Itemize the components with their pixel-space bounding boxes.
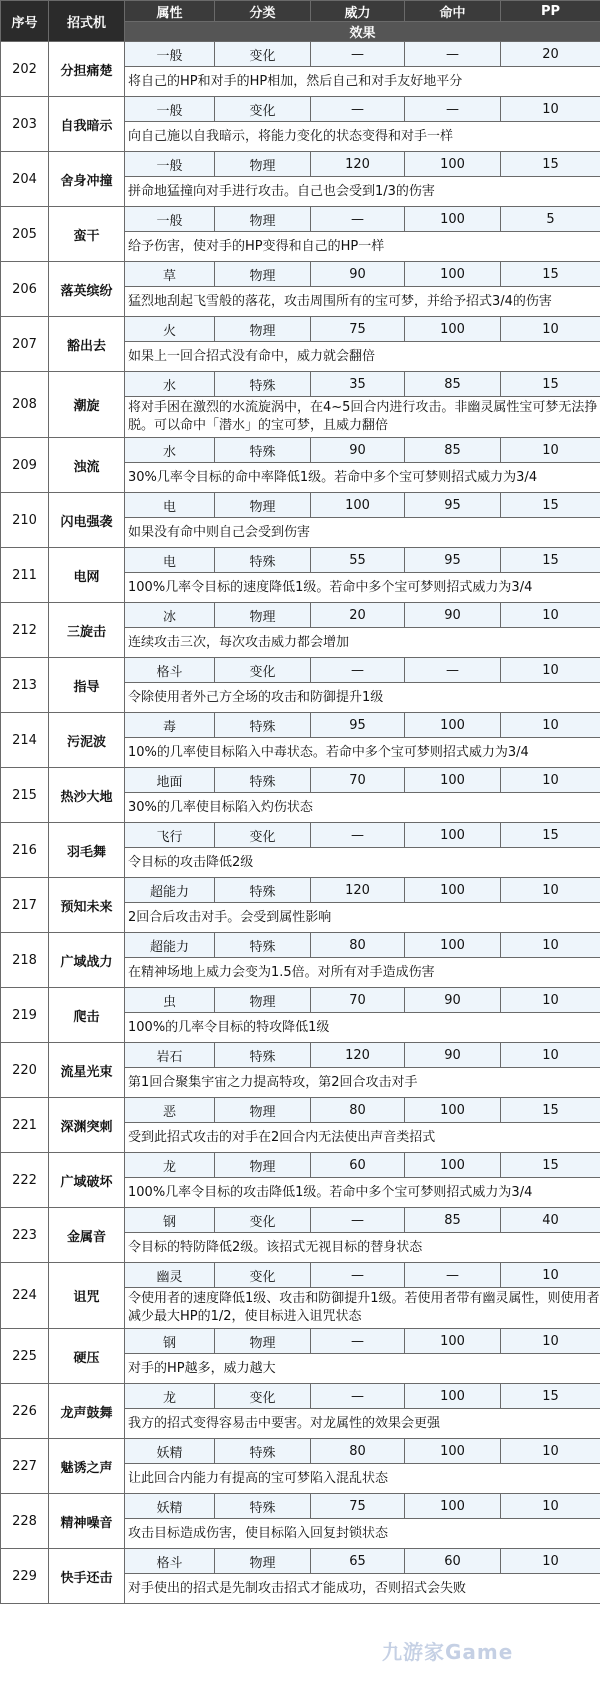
move-id: 215: [1, 768, 49, 823]
move-accuracy: —: [405, 97, 501, 122]
move-effect: 100%几率令目标的攻击降低1级。若命中多个宝可梦则招式威力为3/4: [125, 1178, 600, 1208]
move-id: 213: [1, 658, 49, 713]
move-type: 一般: [125, 42, 215, 67]
move-id: 224: [1, 1263, 49, 1329]
move-effect: 给予伤害，使对手的HP变得和自己的HP一样: [125, 232, 600, 262]
move-accuracy: 90: [405, 603, 501, 628]
move-id: 217: [1, 878, 49, 933]
move-effect: 对手的HP越多，威力越大: [125, 1354, 600, 1384]
move-effect: 攻击目标造成伤害，使目标陷入回复封锁状态: [125, 1519, 600, 1549]
move-type: 火: [125, 317, 215, 342]
table-row: [1, 1043, 600, 1068]
move-accuracy: 85: [405, 1208, 501, 1233]
move-accuracy: 85: [405, 438, 501, 463]
move-id: 228: [1, 1494, 49, 1549]
move-type: 恶: [125, 1098, 215, 1123]
move-name: 指导: [49, 658, 125, 713]
move-type: 冰: [125, 603, 215, 628]
move-power: 80: [311, 1439, 405, 1464]
move-name: 广域战力: [49, 933, 125, 988]
move-name: 预知未来: [49, 878, 125, 933]
move-name: 闪电强袭: [49, 493, 125, 548]
table-row: [1, 933, 600, 958]
move-name: 电网: [49, 548, 125, 603]
move-pp: 10: [501, 1439, 600, 1464]
move-category: 物理: [215, 152, 311, 177]
move-type: 一般: [125, 207, 215, 232]
move-category: 变化: [215, 658, 311, 683]
move-type: 水: [125, 372, 215, 397]
move-power: —: [311, 1208, 405, 1233]
table-row: [1, 658, 600, 683]
table-row: [1, 1439, 600, 1464]
move-effect: 对手使出的招式是先制攻击招式才能成功，否则招式会失败: [125, 1574, 600, 1604]
move-pp: 10: [501, 1329, 600, 1354]
move-effect: 如果上一回合招式没有命中，威力就会翻倍: [125, 342, 600, 372]
move-name: 快手还击: [49, 1549, 125, 1604]
move-power: 60: [311, 1153, 405, 1178]
move-id: 205: [1, 207, 49, 262]
move-id: 210: [1, 493, 49, 548]
move-power: 75: [311, 317, 405, 342]
table-row: [1, 988, 600, 1013]
move-effect: 2回合后攻击对手。会受到属性影响: [125, 903, 600, 933]
move-category: 物理: [215, 207, 311, 232]
move-name: 污泥波: [49, 713, 125, 768]
move-id: 225: [1, 1329, 49, 1384]
move-power: 90: [311, 262, 405, 287]
move-type: 地面: [125, 768, 215, 793]
move-category: 特殊: [215, 878, 311, 903]
move-id: 222: [1, 1153, 49, 1208]
move-accuracy: —: [405, 658, 501, 683]
move-name: 三旋击: [49, 603, 125, 658]
move-type: 龙: [125, 1153, 215, 1178]
move-effect: 令目标的特防降低2级。该招式无视目标的替身状态: [125, 1233, 600, 1263]
move-power: —: [311, 658, 405, 683]
move-category: 特殊: [215, 713, 311, 738]
table-row: [1, 1208, 600, 1233]
table-row: [1, 97, 600, 122]
move-power: 35: [311, 372, 405, 397]
move-accuracy: 95: [405, 548, 501, 573]
move-id: 223: [1, 1208, 49, 1263]
move-accuracy: 100: [405, 317, 501, 342]
move-type: 超能力: [125, 933, 215, 958]
move-name: 广域破坏: [49, 1153, 125, 1208]
move-id: 212: [1, 603, 49, 658]
move-id: 204: [1, 152, 49, 207]
move-accuracy: 100: [405, 878, 501, 903]
move-name: 分担痛楚: [49, 42, 125, 97]
move-id: 214: [1, 713, 49, 768]
move-pp: 10: [501, 1263, 600, 1288]
move-pp: 15: [501, 548, 600, 573]
move-accuracy: 100: [405, 1329, 501, 1354]
header-effect: 效果: [125, 22, 600, 42]
move-name: 舍身冲撞: [49, 152, 125, 207]
move-accuracy: 100: [405, 207, 501, 232]
move-pp: 5: [501, 207, 600, 232]
move-accuracy: 90: [405, 988, 501, 1013]
move-effect: 受到此招式攻击的对手在2回合内无法使出声音类招式: [125, 1123, 600, 1153]
move-accuracy: 100: [405, 1098, 501, 1123]
move-type: 钢: [125, 1329, 215, 1354]
move-name: 硬压: [49, 1329, 125, 1384]
move-type: 毒: [125, 713, 215, 738]
move-effect: 让此回合内能力有提高的宝可梦陷入混乱状态: [125, 1464, 600, 1494]
move-power: 70: [311, 768, 405, 793]
move-id: 203: [1, 97, 49, 152]
move-type: 妖精: [125, 1439, 215, 1464]
table-row: [1, 372, 600, 397]
move-name: 龙声鼓舞: [49, 1384, 125, 1439]
table-row: [1, 1098, 600, 1123]
move-category: 物理: [215, 988, 311, 1013]
move-pp: 15: [501, 1384, 600, 1409]
move-accuracy: 100: [405, 152, 501, 177]
move-power: —: [311, 97, 405, 122]
move-pp: 15: [501, 372, 600, 397]
move-pp: 20: [501, 42, 600, 67]
move-name: 爬击: [49, 988, 125, 1043]
move-power: —: [311, 823, 405, 848]
move-effect: 猛烈地刮起飞雪般的落花，攻击周围所有的宝可梦，并给予招式3/4的伤害: [125, 287, 600, 317]
table-row: [1, 548, 600, 573]
header-id: 序号: [1, 1, 49, 42]
move-pp: 15: [501, 152, 600, 177]
move-pp: 15: [501, 262, 600, 287]
move-category: 变化: [215, 1208, 311, 1233]
move-effect: 第1回合聚集宇宙之力提高特攻，第2回合攻击对手: [125, 1068, 600, 1098]
move-effect: 30%的几率使目标陷入灼伤状态: [125, 793, 600, 823]
move-name: 自我暗示: [49, 97, 125, 152]
move-id: 216: [1, 823, 49, 878]
move-type: 超能力: [125, 878, 215, 903]
move-effect: 将自己的HP和对手的HP相加，然后自己和对手友好地平分: [125, 67, 600, 97]
move-pp: 10: [501, 713, 600, 738]
move-accuracy: 100: [405, 713, 501, 738]
move-power: —: [311, 1329, 405, 1354]
table-row: [1, 1329, 600, 1354]
table-row: [1, 768, 600, 793]
move-name: 羽毛舞: [49, 823, 125, 878]
move-accuracy: 100: [405, 1384, 501, 1409]
move-power: 120: [311, 152, 405, 177]
move-id: 226: [1, 1384, 49, 1439]
move-pp: 40: [501, 1208, 600, 1233]
move-power: 80: [311, 1098, 405, 1123]
move-id: 206: [1, 262, 49, 317]
move-power: 95: [311, 713, 405, 738]
move-name: 金属音: [49, 1208, 125, 1263]
move-effect: 我方的招式变得容易击中要害。对龙属性的效果会更强: [125, 1409, 600, 1439]
header-type: 属性: [125, 1, 215, 22]
header-category: 分类: [215, 1, 311, 22]
move-name: 浊流: [49, 438, 125, 493]
move-category: 变化: [215, 1384, 311, 1409]
move-type: 虫: [125, 988, 215, 1013]
move-type: 一般: [125, 152, 215, 177]
move-accuracy: —: [405, 1263, 501, 1288]
move-name: 魅诱之声: [49, 1439, 125, 1494]
move-category: 特殊: [215, 768, 311, 793]
move-power: 20: [311, 603, 405, 628]
move-effect: 将对手困在激烈的水流旋涡中，在4~5回合内进行攻击。非幽灵属性宝可梦无法挣脱。可以命中「潜水」的宝可梦，且威力翻倍: [125, 397, 600, 438]
move-name: 精神噪音: [49, 1494, 125, 1549]
move-pp: 10: [501, 988, 600, 1013]
move-id: 208: [1, 372, 49, 438]
move-type: 水: [125, 438, 215, 463]
move-name: 深渊突刺: [49, 1098, 125, 1153]
move-id: 211: [1, 548, 49, 603]
move-accuracy: 100: [405, 768, 501, 793]
table-row: [1, 1494, 600, 1519]
move-name: 潮旋: [49, 372, 125, 438]
move-accuracy: 100: [405, 823, 501, 848]
table-row: [1, 1153, 600, 1178]
move-effect: 100%的几率令目标的特攻降低1级: [125, 1013, 600, 1043]
move-category: 特殊: [215, 372, 311, 397]
move-category: 物理: [215, 317, 311, 342]
move-type: 钢: [125, 1208, 215, 1233]
table-row: [1, 152, 600, 177]
move-type: 电: [125, 493, 215, 518]
move-category: 变化: [215, 1263, 311, 1288]
move-accuracy: 60: [405, 1549, 501, 1574]
move-accuracy: 100: [405, 1494, 501, 1519]
move-category: 物理: [215, 1329, 311, 1354]
move-power: —: [311, 207, 405, 232]
move-accuracy: 100: [405, 933, 501, 958]
move-accuracy: 100: [405, 262, 501, 287]
move-category: 物理: [215, 1153, 311, 1178]
move-category: 物理: [215, 493, 311, 518]
move-pp: 10: [501, 658, 600, 683]
move-power: 90: [311, 438, 405, 463]
table-row: [1, 438, 600, 463]
header-pp: PP: [501, 1, 600, 22]
move-accuracy: 100: [405, 1439, 501, 1464]
table-row: [1, 317, 600, 342]
move-power: —: [311, 1384, 405, 1409]
move-power: 70: [311, 988, 405, 1013]
move-pp: 10: [501, 878, 600, 903]
table-row: [1, 207, 600, 232]
move-effect: 令除使用者外己方全场的攻击和防御提升1级: [125, 683, 600, 713]
move-accuracy: 85: [405, 372, 501, 397]
move-effect: 令使用者的速度降低1级、攻击和防御提升1级。若使用者带有幽灵属性，则使用者减少最大HP的1/2，使目标进入诅咒状态: [125, 1288, 600, 1329]
move-id: 209: [1, 438, 49, 493]
move-id: 227: [1, 1439, 49, 1494]
move-pp: 10: [501, 1494, 600, 1519]
move-name: 蛮干: [49, 207, 125, 262]
move-effect: 拼命地猛撞向对手进行攻击。自己也会受到1/3的伤害: [125, 177, 600, 207]
move-name: 热沙大地: [49, 768, 125, 823]
move-power: 55: [311, 548, 405, 573]
header-power: 威力: [311, 1, 405, 22]
move-category: 物理: [215, 1549, 311, 1574]
move-type: 妖精: [125, 1494, 215, 1519]
move-pp: 15: [501, 493, 600, 518]
move-power: —: [311, 42, 405, 67]
table-row: [1, 262, 600, 287]
move-pp: 15: [501, 823, 600, 848]
move-id: 218: [1, 933, 49, 988]
move-effect: 在精神场地上威力会变为1.5倍。对所有对手造成伤害: [125, 958, 600, 988]
move-id: 221: [1, 1098, 49, 1153]
move-type: 格斗: [125, 658, 215, 683]
move-type: 岩石: [125, 1043, 215, 1068]
move-effect: 30%几率令目标的命中率降低1级。若命中多个宝可梦则招式威力为3/4: [125, 463, 600, 493]
move-category: 特殊: [215, 1439, 311, 1464]
move-category: 特殊: [215, 548, 311, 573]
move-pp: 10: [501, 438, 600, 463]
move-name: 诅咒: [49, 1263, 125, 1329]
move-type: 电: [125, 548, 215, 573]
move-power: —: [311, 1263, 405, 1288]
move-name: 流星光束: [49, 1043, 125, 1098]
watermark-logo: 九游家Game: [382, 1640, 514, 1664]
move-accuracy: 100: [405, 1153, 501, 1178]
move-accuracy: 95: [405, 493, 501, 518]
move-power: 120: [311, 1043, 405, 1068]
move-pp: 15: [501, 1153, 600, 1178]
move-pp: 10: [501, 1043, 600, 1068]
move-pp: 10: [501, 97, 600, 122]
move-effect: 10%的几率使目标陷入中毒状态。若命中多个宝可梦则招式威力为3/4: [125, 738, 600, 768]
table-row: [1, 878, 600, 903]
move-effect: 连续攻击三次，每次攻击威力都会增加: [125, 628, 600, 658]
move-pp: 10: [501, 603, 600, 628]
header-row: [1, 1, 600, 22]
move-power: 65: [311, 1549, 405, 1574]
move-pp: 10: [501, 1549, 600, 1574]
move-pp: 10: [501, 768, 600, 793]
table-row: [1, 1384, 600, 1409]
move-type: 飞行: [125, 823, 215, 848]
move-pp: 10: [501, 317, 600, 342]
move-type: 幽灵: [125, 1263, 215, 1288]
move-power: 80: [311, 933, 405, 958]
table-row: [1, 1263, 600, 1288]
move-id: 207: [1, 317, 49, 372]
header-move: 招式机: [49, 1, 125, 42]
move-type: 龙: [125, 1384, 215, 1409]
move-category: 物理: [215, 603, 311, 628]
move-category: 特殊: [215, 438, 311, 463]
move-accuracy: —: [405, 42, 501, 67]
move-type: 一般: [125, 97, 215, 122]
table-row: [1, 42, 600, 67]
move-category: 特殊: [215, 1494, 311, 1519]
move-pp: 10: [501, 933, 600, 958]
move-id: 219: [1, 988, 49, 1043]
move-power: 75: [311, 1494, 405, 1519]
move-table-body: [1, 42, 600, 1604]
move-category: 物理: [215, 1098, 311, 1123]
move-type: 草: [125, 262, 215, 287]
header-accuracy: 命中: [405, 1, 501, 22]
move-effect: 向自己施以自我暗示，将能力变化的状态变得和对手一样: [125, 122, 600, 152]
move-effect: 100%几率令目标的速度降低1级。若命中多个宝可梦则招式威力为3/4: [125, 573, 600, 603]
move-category: 变化: [215, 823, 311, 848]
move-category: 变化: [215, 97, 311, 122]
move-effect: 如果没有命中则自己会受到伤害: [125, 518, 600, 548]
move-category: 特殊: [215, 1043, 311, 1068]
table-row: [1, 1549, 600, 1574]
move-category: 变化: [215, 42, 311, 67]
table-row: [1, 823, 600, 848]
move-category: 特殊: [215, 933, 311, 958]
move-id: 229: [1, 1549, 49, 1604]
move-accuracy: 90: [405, 1043, 501, 1068]
table-row: [1, 713, 600, 738]
move-power: 100: [311, 493, 405, 518]
table-row: [1, 603, 600, 628]
table-row: [1, 493, 600, 518]
move-name: 豁出去: [49, 317, 125, 372]
move-id: 202: [1, 42, 49, 97]
move-power: 120: [311, 878, 405, 903]
move-name: 落英缤纷: [49, 262, 125, 317]
move-category: 物理: [215, 262, 311, 287]
move-effect: 令目标的攻击降低2级: [125, 848, 600, 878]
move-id: 220: [1, 1043, 49, 1098]
move-pp: 15: [501, 1098, 600, 1123]
move-type: 格斗: [125, 1549, 215, 1574]
